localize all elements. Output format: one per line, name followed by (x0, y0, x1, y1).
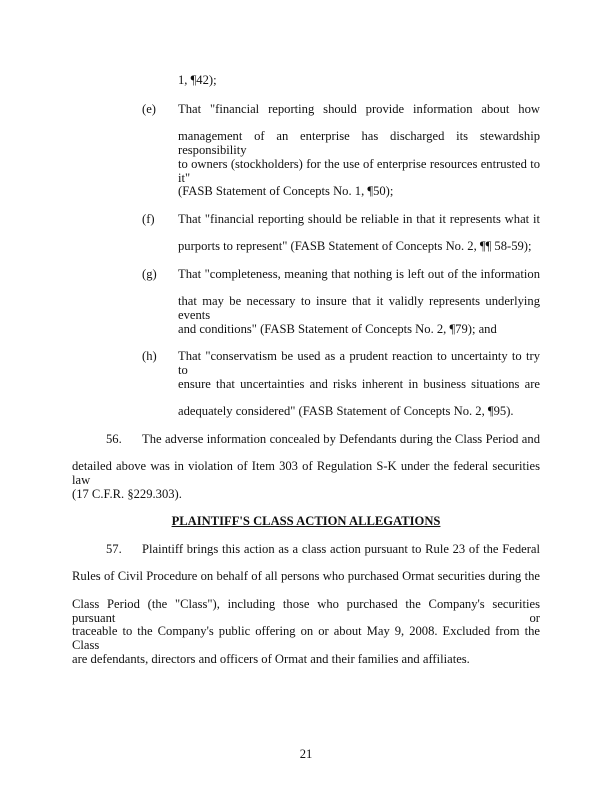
item-line: to owners (stockholders) for the use of enterprise resources entrusted to it" (178, 157, 540, 185)
item-line: That "financial reporting should be reliable in that it represents what it (178, 212, 540, 226)
item-line: That "conservatism be used as a prudent reaction to uncertainty to try to (178, 349, 540, 377)
item-line: adequately considered" (FASB Statement of Concepts No. 2, ¶95). (178, 404, 514, 418)
paragraph-line: are defendants, directors and officers of Ormat and their families and affiliates. (72, 652, 470, 666)
paragraph-line: The adverse information concealed by Defendants during the Class Period and (142, 432, 540, 446)
paragraph-line: Class Period (the "Class"), including those who purchased the Company's securities pursuant or (72, 597, 540, 625)
page-number: 21 (299, 747, 313, 761)
item-line: that may be necessary to insure that it validly represents underlying events (178, 294, 540, 322)
item-marker: (h) (142, 349, 157, 363)
continuation-text: 1, ¶42); (178, 73, 217, 87)
paragraph-number: 56. (106, 432, 122, 446)
item-marker: (f) (142, 212, 155, 226)
item-line: purports to represent" (FASB Statement of Concepts No. 2, ¶¶ 58-59); (178, 239, 532, 253)
item-line: and conditions" (FASB Statement of Concepts No. 2, ¶79); and (178, 322, 497, 336)
item-line: That "completeness, meaning that nothing is left out of the information (178, 267, 540, 281)
section-heading: PLAINTIFF'S CLASS ACTION ALLEGATIONS (171, 514, 441, 528)
paragraph-line: Plaintiff brings this action as a class action pursuant to Rule 23 of the Federal (142, 542, 540, 556)
item-line: (FASB Statement of Concepts No. 1, ¶50); (178, 184, 394, 198)
paragraph-line: traceable to the Company's public offering on or about May 9, 2008. Excluded from the Class (72, 624, 540, 652)
item-line: ensure that uncertainties and risks inherent in business situations are (178, 377, 540, 391)
paragraph-line: Rules of Civil Procedure on behalf of all persons who purchased Ormat securities during the (72, 569, 540, 583)
item-marker: (g) (142, 267, 157, 281)
item-marker: (e) (142, 102, 156, 116)
item-line: That "financial reporting should provide information about how (178, 102, 540, 116)
paragraph-line: detailed above was in violation of Item 303 of Regulation S-K under the federal securities law (72, 459, 540, 487)
item-line: management of an enterprise has discharged its stewardship responsibility (178, 129, 540, 157)
paragraph-line: (17 C.F.R. §229.303). (72, 487, 182, 501)
paragraph-number: 57. (106, 542, 122, 556)
